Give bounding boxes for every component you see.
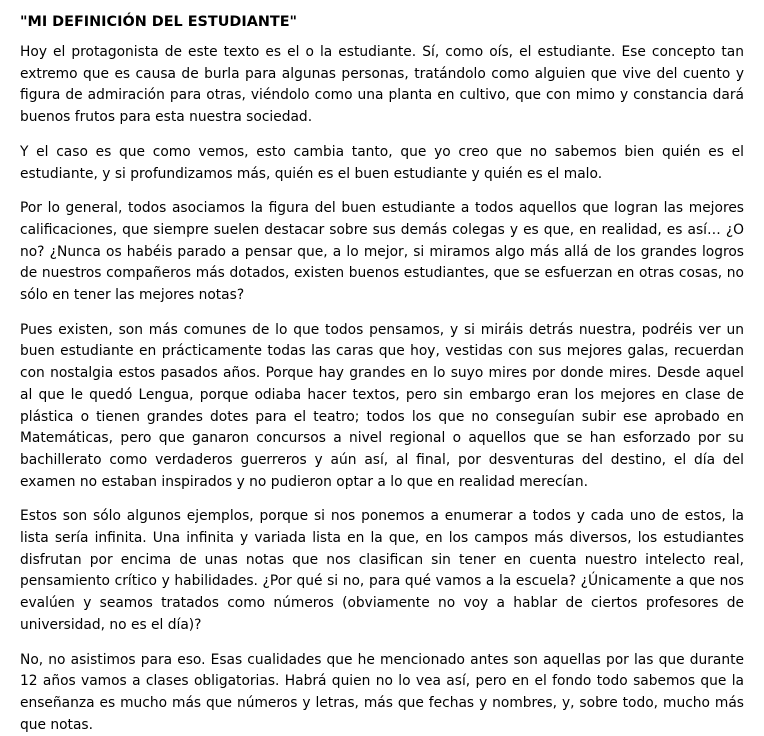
paragraph-5: Estos son sólo algunos ejemplos, porque si nos ponemos a enumerar a todos y cada uno de estos, la lista sería infinita. Una infinita y variada lista en la que, en los campos más diversos, los estudiantes disfrutan por encima de unas notas que nos clasifican sin tener en cuenta nuestro intelecto real, pensamiento crítico y habilidades. ¿Por qué si no, para qué vamos a la escuela? ¿Únicamente a que nos evalúen y seamos tratados como números (obviamente no voy a hablar de ciertos profesores de universidad, no es el día)? <box>20 508 744 633</box>
paragraph-6: No, no asistimos para eso. Esas cualidades que he mencionado antes son aquellas por las que durante 12 años vamos a clases obligatorias. Habrá quien no lo vea así, pero en el fondo todo sabemos que la enseñanza es mucho más que números y letras, más que fechas y nombres, y, sobre todo, mucho más que notas. <box>20 651 744 733</box>
paragraph-3: Por lo general, todos asociamos la figura del buen estudiante a todos aquellos que logran las mejores calificaciones, que siempre suelen destacar sobre sus demás colegas y es que, en realidad, es así… ¿O no? ¿Nunca os habéis parado a pensar que, a lo mejor, si miramos algo más allá de los grandes logros de nuestros compañeros más dotados, existen buenos estudiantes, que se esfuerzan en otras cosas, no sólo en tener las mejores notas? <box>20 200 744 304</box>
paragraph-4: Pues existen, son más comunes de lo que todos pensamos, y si miráis detrás nuestra, podréis ver un buen estudiante en prácticamente todas las caras que hoy, vestidas con sus mejores galas, recuerdan con nostalgia estos pasados años. Porque hay grandes en lo suyo mires por donde mires. Desde aquel al que le quedó Lengua, porque odiaba hacer textos, pero sin embargo eran los mejores en clase de plástica o tienen grandes dotes para el teatro; todos los que no conseguían subir ese aprobado en Matemáticas, pero que ganaron concursos a nivel regional o aquellos que se han esforzado por su bachillerato como verdaderos guerreros y aún así, al final, por desventuras del destino, el día del examen no estaban inspirados y no pudieron optar a lo que en realidad merecían. <box>20 321 744 490</box>
paragraph-1: Hoy el protagonista de este texto es el o la estudiante. Sí, como oís, el estudiante. Ese concepto tan extremo que es causa de burla para algunas personas, tratándolo como alguien que vive del cuento y figura de admiración para otras, viéndolo como una planta en cultivo, que con mimo y constancia dará buenos frutos para esta nuestra sociedad. <box>20 44 744 126</box>
paragraph-2: Y el caso es que como vemos, esto cambia tanto, que yo creo que no sabemos bien quién es el estudiante, y si profundizamos más, quién es el buen estudiante y quién es el malo. <box>20 143 744 182</box>
document-title: "MI DEFINICIÓN DEL ESTUDIANTE" <box>20 14 298 30</box>
